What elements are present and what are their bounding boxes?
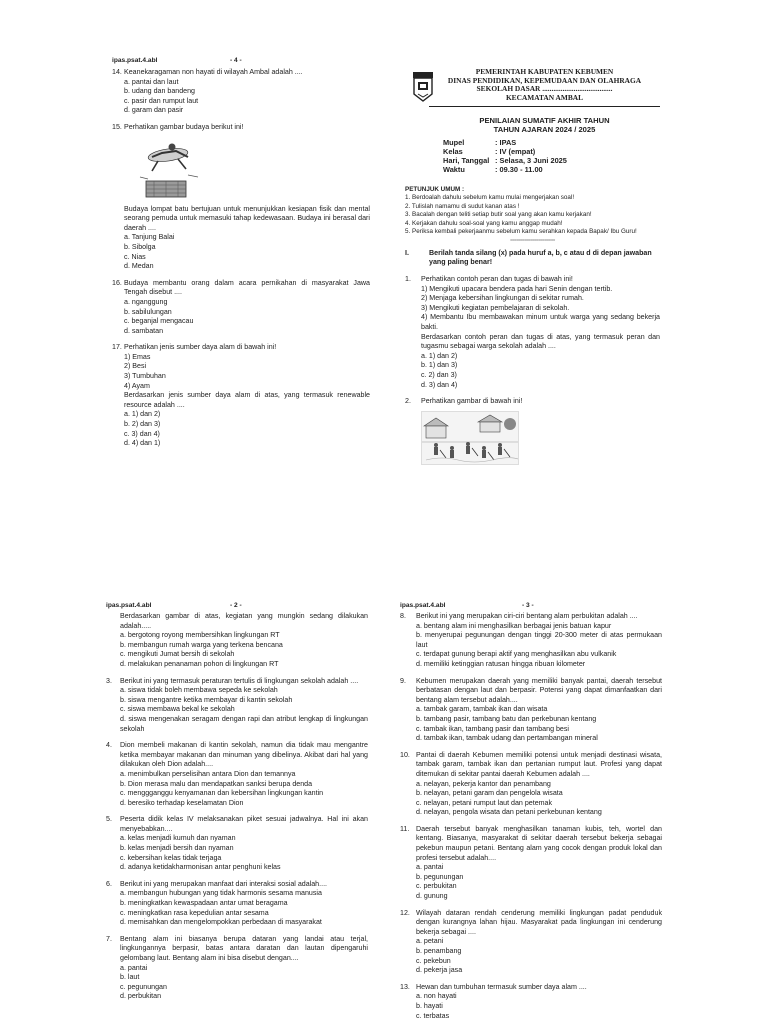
question-number: 11. <box>400 824 410 833</box>
question-number: 17. <box>112 343 122 352</box>
question-13 <box>400 983 662 1021</box>
page-2-header <box>106 601 368 612</box>
option: c. meningkatkan rasa kepedulian antar sesama <box>120 908 269 917</box>
question-number: 15. <box>112 122 122 131</box>
option: b. Dion merasa malu dan mendapatkan sanksi berupa denda <box>120 779 313 788</box>
letterhead-text <box>429 68 660 102</box>
question-text: Dion membeli makanan di kantin sekolah, namun dia tidak mau mengantre ketika membayar makanan dan minuman yang dibelinya. Akibat dari hal yang dilakukan oleh Dion adalah.... <box>120 741 368 769</box>
question-2-continued <box>106 612 368 670</box>
question-2 <box>405 397 660 465</box>
question-body: Budaya lompat batu bertujuan untuk menunjukkan kesiapan fisik dan mental seorang pemuda untuk memasuki tahap kedewasaan. Budaya ini berasal dari daerah .... <box>124 204 370 232</box>
option: a. 1) dan 2) <box>124 410 161 419</box>
option: c. Nias <box>124 252 146 261</box>
option: b. meningkatkan kewaspadaan antar umat beragama <box>120 899 288 908</box>
option: d. siswa mengenakan seragam dengan rapi dan atribut lengkap di lingkungan sekolah <box>120 714 368 733</box>
option: d. gunung <box>416 892 448 901</box>
option: a. siswa tidak boleh membawa sepeda ke sekolah <box>120 686 278 695</box>
section-instruction <box>405 249 660 268</box>
separator: ====================== <box>510 237 555 243</box>
option: a. pantai dan laut <box>124 77 179 86</box>
info-value: : IPAS <box>495 138 517 147</box>
question-text: Perhatikan jenis sumber daya alam di bawah ini! <box>124 343 277 352</box>
option: b. menyerupai pegunungan dengan tinggi 20-300 meter di atas permukaan laut <box>416 631 662 649</box>
letterhead-rule <box>429 106 660 107</box>
option: d. melakukan penanaman pohon di lingkungan RT <box>120 659 279 668</box>
question-text: Budaya membantu orang dalam acara pernikahan di masyarakat Jawa Tengah disebut .... <box>124 278 370 297</box>
option: c. 2) dan 3) <box>421 370 457 379</box>
page-3-header <box>400 601 662 612</box>
page-4-header <box>112 56 370 68</box>
question-text: Berdasarkan gambar di atas, kegiatan yang mungkin sedang dilakukan adalah..... <box>120 612 368 630</box>
list-item: 2) Menjaga kebersihan lingkungan di sekitar rumah. <box>421 294 584 303</box>
question-number: 13. <box>400 982 410 991</box>
option: a. kelas menjadi kumuh dan nyaman <box>120 834 236 843</box>
option: a. bentang alam ini menghasilkan berbagai jenis batuan kapur <box>416 621 612 630</box>
instructions-title: PETUNJUK UMUM : <box>405 186 465 193</box>
question-number: 12. <box>400 908 410 917</box>
school-name: SEKOLAH DASAR ...................................... <box>476 84 613 94</box>
list-item: 3) Mengikuti kegiatan pembelajaran di sekolah. <box>421 303 570 312</box>
question-text: Hewan dan tumbuhan termasuk sumber daya alam .... <box>416 982 587 991</box>
option: a. non hayati <box>416 992 457 1001</box>
option: a. petani <box>416 937 444 946</box>
option: c. kebersihan kelas tidak terjaga <box>120 853 222 862</box>
option: c. menggganggu kenyamanan dan kebersihan lingkungan kantin <box>120 789 324 798</box>
question-11 <box>400 825 662 902</box>
question-text: Bentang alam ini biasanya berupa dataran yang landai atau terjal, lingkungannya berpasir, batas antara daratan dan lautan dipengaruhi gelombang laut. Bentang alam ini bisa disebut dengan.... <box>120 934 368 962</box>
option: b. laut <box>120 973 140 982</box>
option: c. terbatas <box>416 1011 450 1020</box>
question-number: 2. <box>405 397 411 406</box>
option: b. membangun rumah warga yang terkena bencana <box>120 640 283 649</box>
section-number: I. <box>405 248 409 257</box>
exam-info-table <box>443 138 660 174</box>
list-item: 3) Tumbuhan <box>124 372 166 381</box>
question-number: 7. <box>106 934 112 943</box>
option: a. menimbulkan perselisihan antara Dion dan temannya <box>120 769 296 778</box>
question-number: 4. <box>106 741 112 750</box>
option: d. tambak ikan, tambak udang dan pertambangan mineral <box>416 734 598 743</box>
option: b. tambang pasir, tambang batu dan perkebunan kentang <box>416 714 597 723</box>
letterhead <box>405 68 660 116</box>
option: a. bergotong royong membersihkan lingkungan RT <box>120 631 280 640</box>
question-12 <box>400 909 662 976</box>
page-header-code: ipas.psat.4.abl <box>112 57 158 64</box>
option: c. terdapat gunung berapi aktif yang menghasilkan abu vulkanik <box>416 650 617 659</box>
page-3-column <box>400 601 662 1021</box>
option: c. beganjal mengacau <box>124 317 194 326</box>
info-row <box>443 156 660 165</box>
page-header-code: ipas.psat.4.abl <box>400 602 446 609</box>
option: b. pegunungan <box>416 872 464 881</box>
district-name: KECAMATAN AMBAL <box>505 92 584 102</box>
list-item: 2) Besi <box>124 362 147 371</box>
option: a. pantai <box>120 963 148 972</box>
option: d. Medan <box>124 262 154 271</box>
option: c. pasir dan rumput laut <box>124 96 199 105</box>
question-number: 9. <box>400 676 406 685</box>
question-number: 10. <box>400 750 410 759</box>
option: a. 1) dan 2) <box>421 351 458 360</box>
option: c. perbukitan <box>416 882 457 891</box>
question-1 <box>405 275 660 390</box>
option: d. nelayan, pengola wisata dan petani perkebunan kentang <box>416 808 602 817</box>
option: d. adanya ketidakharmonisan antar penghuni kelas <box>120 863 281 872</box>
info-value: : IV (empat) <box>495 147 536 156</box>
question-8 <box>400 612 662 670</box>
stone-jumping-illustration <box>138 137 200 199</box>
option: c. 3) dan 4) <box>124 429 160 438</box>
option: b. 1) dan 3) <box>421 361 458 370</box>
question-16 <box>112 279 370 337</box>
page-2-column <box>106 601 368 1002</box>
option: b. nelayan, petani garam dan pengelola wisata <box>416 789 563 798</box>
info-label: Hari, Tanggal <box>443 156 490 165</box>
question-number: 1. <box>405 275 411 284</box>
page-number: - 2 - <box>230 602 242 609</box>
instruction-item: 1. Berdoalah dahulu sebelum kamu mulai mengerjakan soal! <box>405 194 575 202</box>
option: c. siswa membawa bekal ke sekolah <box>120 705 235 714</box>
question-text: Kebumen merupakan daerah yang memiliki banyak pantai, daerah tersebut berbatasan dengan laut dan berpasir. Potensi yang dapat dimanfaatkan dari bentang alam tersebut adalah.... <box>416 676 662 704</box>
option: c. pegunungan <box>120 982 167 991</box>
government-name: PEMERINTAH KABUPATEN KEBUMEN <box>475 67 614 76</box>
question-6 <box>106 880 368 928</box>
question-4 <box>106 741 368 808</box>
info-label: Mupel <box>443 138 465 147</box>
option: c. tambak ikan, tambang pasir dan tambang besi <box>416 724 569 733</box>
logo-lettering: KEBUMEN <box>414 68 432 72</box>
info-value: : Selasa, 3 Juni 2025 <box>495 156 567 165</box>
page-4-column <box>112 56 370 449</box>
info-label: Waktu <box>443 165 465 174</box>
department-name: DINAS PENDIDIKAN, KEPEMUDAAN DAN OLAHRAGA <box>447 75 642 85</box>
info-row <box>443 138 660 147</box>
question-number: 6. <box>106 879 112 888</box>
question-text: Keanekaragaman non hayati di wilayah Ambal adalah .... <box>124 68 303 76</box>
community-work-illustration <box>421 411 519 465</box>
question-14 <box>112 68 370 116</box>
option: b. udang dan bandeng <box>124 87 196 96</box>
option: b. 2) dan 3) <box>124 420 161 429</box>
option: b. siswa mengantre ketika membayar di kantin sekolah <box>120 695 293 704</box>
option: a. nganggung <box>124 297 168 306</box>
option: b. hayati <box>416 1001 443 1010</box>
option: a. membangun hubungan yang tidak harmonis sesama manusia <box>120 889 322 898</box>
option: d. 4) dan 1) <box>124 439 161 448</box>
option: c. nelayan, petani rumput laut dan petemak <box>416 798 553 807</box>
question-text: Pantai di daerah Kebumen memiliki potensi untuk menjadi destinasi wisata, tambak garam, tambak ikan dan pertanian rumput laut. Profesi yang dapat ditemukan di sekitar pantai daerah Kebumen adalah .... <box>416 750 662 778</box>
instruction-item: 4. Kerjakan dahulu soal-soal yang kamu anggap mudah! <box>405 219 563 227</box>
section-text: Berilah tanda silang (x) pada huruf a, b, c atau d di depan jawaban yang paling benar! <box>429 248 652 267</box>
question-15 <box>112 123 370 272</box>
option: b. penambang <box>416 947 462 955</box>
question-text: Berikut ini yang termasuk peraturan tertulis di lingkungan sekolah adalah .... <box>120 676 359 685</box>
question-text: Perhatikan gambar budaya berikut ini! <box>124 122 244 131</box>
question-text: Berikut ini yang merupakan ciri-ciri bentang alam perbukitan adalah .... <box>416 612 638 620</box>
option: a. tambak garam, tambak ikan dan wisata <box>416 705 548 714</box>
option: d. pekerja jasa <box>416 966 463 975</box>
list-item: 4) Membantu Ibu membawakan minum untuk warga yang sedang bekerja bakti. <box>421 313 660 331</box>
option: d. garam dan pasir <box>124 106 184 115</box>
question-text: Wilayah dataran rendah cenderung memiliki lingkungan padat penduduk dengan kurangnya lahan hijau. Masyarakat pada lingkungan ini cenderung bekerja sebagai .... <box>416 908 662 936</box>
info-row <box>443 147 660 156</box>
page-header-code: ipas.psat.4.abl <box>106 602 152 609</box>
instruction-item: 5. Periksa kembali pekerjaanmu sebelum kamu serahkan kepada Bapak/ Ibu Guru! <box>405 228 637 236</box>
option: d. beresiko terhadap keselamatan Dion <box>120 798 244 807</box>
page-number: - 3 - <box>522 602 534 609</box>
question-10 <box>400 751 662 818</box>
option: c. mengikuti Jumat bersih di sekolah <box>120 650 235 659</box>
general-instructions <box>405 186 660 245</box>
instruction-item: 2. Tulislah namamu di sudut kanan atas ! <box>405 202 520 210</box>
option: b. Sibolga <box>124 242 156 251</box>
option: d. memiliki ketinggian ratusan hingga ribuan kilometer <box>416 659 586 668</box>
question-7 <box>106 935 368 1002</box>
cover-page-column <box>405 68 660 465</box>
question-text: Berikut ini yang merupakan manfaat dari interaksi sosial adalah.... <box>120 879 328 888</box>
question-number: 5. <box>106 815 112 824</box>
option: b. sabilulungan <box>124 307 172 316</box>
option: c. pekebun <box>416 956 451 965</box>
question-3 <box>106 677 368 735</box>
question-5 <box>106 815 368 873</box>
info-label: Kelas <box>443 147 463 156</box>
list-item: 1) Emas <box>124 352 151 361</box>
question-text: Daerah tersebut banyak menghasilkan tanaman kubis, teh, wortel dan kentang. Biasanya, masyarakat di sekitar daerah tersebut bekerja sebagai pekebun maupun petani. Bentang alam yang cocok dengan produk lokal dan profesi tersebut adalah.... <box>416 824 662 862</box>
option: d. perbukitan <box>120 992 162 1001</box>
option: a. Tanjung Balai <box>124 233 175 242</box>
list-item: 4) Ayam <box>124 381 150 390</box>
question-text: Perhatikan gambar di bawah ini! <box>421 397 523 406</box>
question-17 <box>112 343 370 449</box>
option: a. pantai <box>416 863 444 872</box>
option: b. kelas menjadi bersih dan nyaman <box>120 844 234 853</box>
option: d. memisahkan dan mengelompokkan perbedaan di masyarakat <box>120 918 322 927</box>
question-9 <box>400 677 662 744</box>
info-value: : 09.30 - 11.00 <box>495 165 543 174</box>
question-number: 16. <box>112 278 122 287</box>
exam-year: TAHUN AJARAN 2024 / 2025 <box>493 125 596 134</box>
question-body: Berdasarkan contoh peran dan tugas di atas, yang termasuk peran dan tugasmu sebagai warga sekolah adalah .... <box>421 332 660 351</box>
option: d. sambatan <box>124 326 164 335</box>
option: d. 3) dan 4) <box>421 380 458 389</box>
question-body: Berdasarkan jenis sumber daya alam di atas, yang termasuk renewable resource adalah .... <box>124 391 370 409</box>
option: a. nelayan, pekerja kantor dan penambang <box>416 779 551 788</box>
exam-title: PENILAIAN SUMATIF AKHIR TAHUN <box>479 116 610 125</box>
instruction-item: 3. Bacalah dengan teliti setiap butir soal yang akan kamu kerjakan! <box>405 211 592 219</box>
question-number: 8. <box>400 612 406 620</box>
page-number: - 4 - <box>230 57 242 64</box>
question-number: 14. <box>112 68 122 76</box>
question-text: Peserta didik kelas IV melaksanakan piket sesuai jadwalnya. Hal ini akan menyebabkan.... <box>120 815 368 833</box>
question-text: Perhatikan contoh peran dan tugas di bawah ini! <box>421 275 573 284</box>
list-item: 1) Mengikuti upacara bendera pada hari Senin dengan tertib. <box>421 284 613 293</box>
question-number: 3. <box>106 676 112 685</box>
info-row <box>443 165 660 174</box>
exam-title-block <box>429 116 660 134</box>
